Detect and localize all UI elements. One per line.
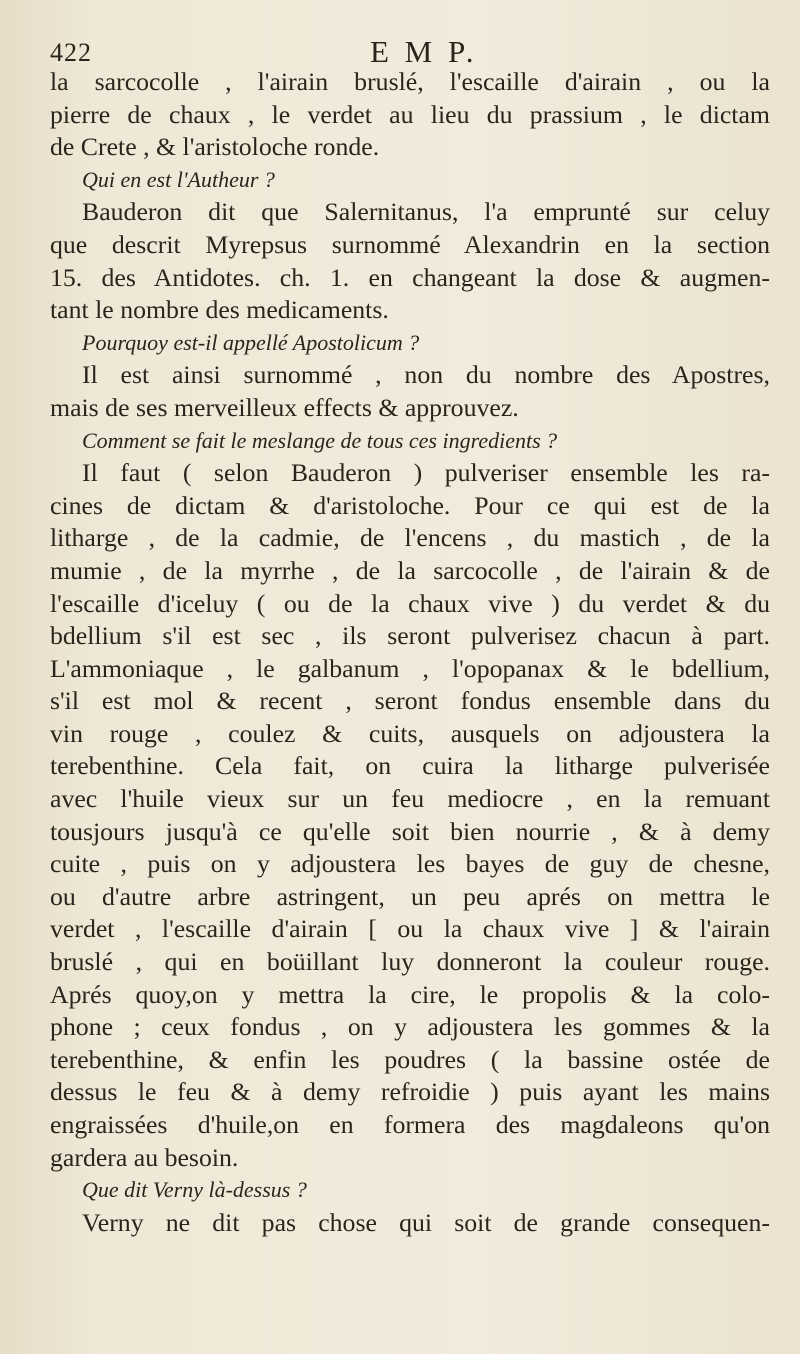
text-line: cines de dictam & d'aristoloche. Pour ce qui est de la — [50, 490, 770, 520]
text-line: engraissées d'huile,on en formera des magdaleons qu'on — [50, 1110, 770, 1139]
text-line: phone ; ceux fondus , on y adjoustera les gommes & la — [50, 1012, 770, 1042]
text-line: Verny ne dit pas chose qui soit de grande consequen- — [82, 1207, 770, 1237]
question-line: Que dit Verny là-dessus ? — [82, 1177, 307, 1203]
text-line: verdet , l'escaille d'airain [ ou la chaux vive ] & l'airain — [50, 914, 770, 944]
text-line: tant le nombre des medicaments. — [50, 295, 389, 325]
text-line: ou d'autre arbre astringent, un peu aprés on mettra le — [50, 881, 770, 911]
page-number: 422 — [50, 38, 92, 67]
text-line: 15. des Antidotes. ch. 1. en changeant la dose & augmen- — [50, 262, 770, 292]
text-line: Il faut ( selon Bauderon ) pulveriser ensemble les ra- — [82, 458, 770, 488]
question-line: Qui en est l'Autheur ? — [82, 166, 275, 192]
text-line: terebenthine, & enfin les poudres ( la bassine ostée de — [50, 1044, 770, 1074]
text-line: Aprés quoy,on y mettra la cire, le propolis & la colo- — [50, 979, 770, 1009]
text-line: l'escaille d'iceluy ( ou de la chaux vive ) du verdet & du — [50, 588, 770, 618]
text-line: terebenthine. Cela fait, on cuira la litharge pulverisée — [50, 751, 770, 781]
question-line: Pourquoy est-il appellé Apostolicum ? — [82, 329, 420, 355]
text-line: cuite , puis on y adjoustera les bayes de guy de chesne, — [50, 849, 770, 879]
text-line: dessus le feu & à demy refroidie ) puis ayant les mains — [50, 1077, 770, 1107]
text-line: pierre de chaux , le verdet au lieu du prassium , le dictam — [50, 99, 770, 129]
text-line: tousjours jusqu'à ce qu'elle soit bien nourrie , & à demy — [50, 816, 770, 846]
text-line: bruslé , qui en boüillant luy donneront la couleur rouge. — [50, 947, 770, 977]
running-head: E M P. — [370, 34, 478, 69]
text-line: L'ammoniaque , le galbanum , l'opopanax & le bdellium, — [50, 653, 770, 683]
page-header — [50, 30, 770, 70]
text-line: s'il est mol & recent , seront fondus ensemble dans du — [50, 686, 770, 716]
text-line: de Crete , & l'aristoloche ronde. — [50, 132, 380, 162]
text-line: la sarcocolle , l'airain bruslé, l'escaille d'airain , ou la — [50, 67, 770, 96]
text-line: Bauderon dit que Salernitanus, l'a emprunté sur celuy — [82, 197, 770, 227]
text-line: bdellium s'il est sec , ils seront pulverisez chacun à part. — [50, 621, 770, 651]
text-line: vin rouge , coulez & cuits, ausquels on adjoustera la — [50, 718, 770, 748]
text-line: mais de ses merveilleux effects & approuvez. — [50, 392, 519, 422]
text-line: que descrit Myrepsus surnommé Alexandrin en la section — [50, 229, 770, 259]
body-text — [50, 66, 770, 1239]
text-line: gardera au besoin. — [50, 1142, 239, 1172]
text-line: avec l'huile vieux sur un feu mediocre , en la remuant — [50, 784, 770, 814]
text-line: Il est ainsi surnommé , non du nombre des Apostres, — [82, 360, 770, 390]
text-line: litharge , de la cadmie, de l'encens , du mastich , de la — [50, 523, 770, 553]
question-line: Comment se fait le meslange de tous ces ingredients ? — [82, 427, 558, 453]
text-line: mumie , de la myrrhe , de la sarcocolle , de l'airain & de — [50, 555, 770, 585]
